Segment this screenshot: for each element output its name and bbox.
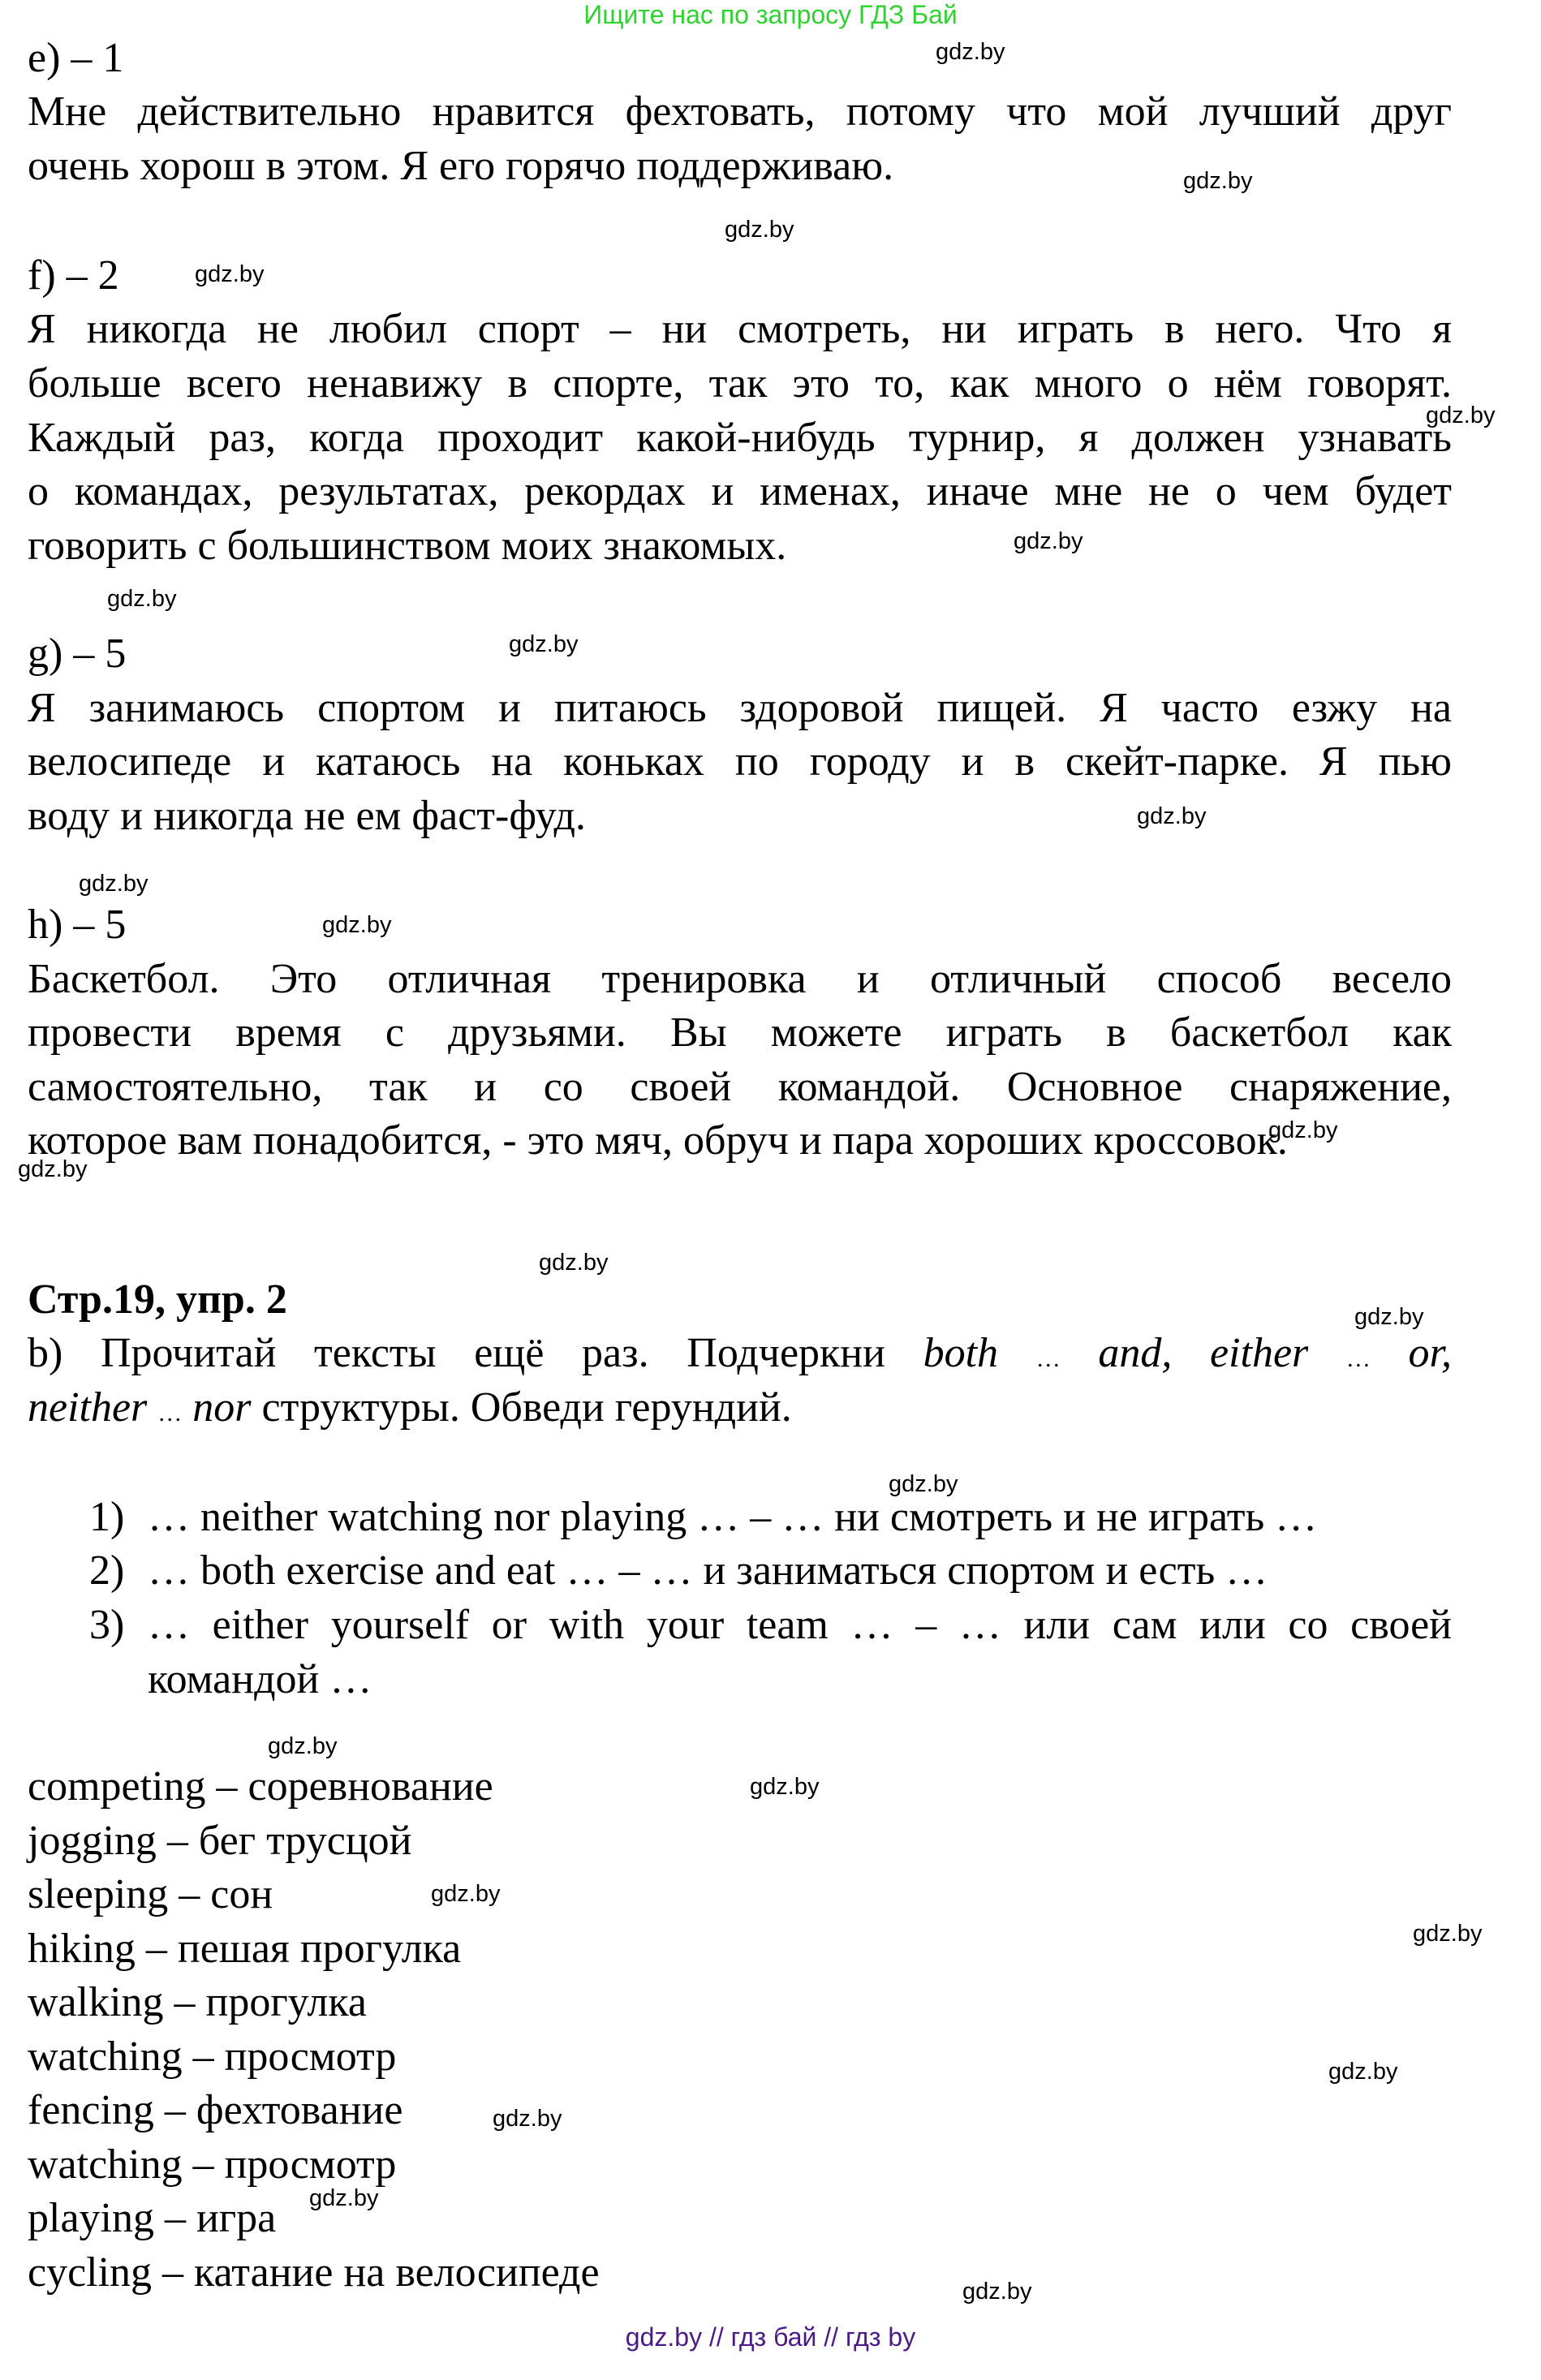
gerund-item: competing – соревнование: [28, 1763, 493, 1810]
gerund-item: watching – просмотр: [28, 2034, 397, 2080]
answer-2-number: 2): [89, 1547, 125, 1594]
watermark: gdz.by: [1354, 1304, 1424, 1330]
watermark: gdz.by: [79, 871, 149, 897]
section-e-label: e) – 1: [28, 35, 124, 81]
watermark: gdz.by: [1183, 168, 1253, 194]
watermark: gdz.by: [309, 2185, 379, 2211]
section-f-line-5: говорить с большинством моих знакомых.: [28, 523, 787, 569]
task-b-or: or,: [1408, 1330, 1453, 1376]
watermark: gdz.by: [107, 586, 177, 612]
section-h-label: h) – 5: [28, 902, 127, 948]
watermark: gdz.by: [1137, 803, 1207, 829]
watermark: gdz.by: [1268, 1117, 1338, 1143]
gerund-item: walking – прогулка: [28, 1979, 367, 2025]
task-b-dots-2: …: [1345, 1345, 1371, 1372]
watermark: gdz.by: [268, 1733, 338, 1759]
task-b-dots-1: …: [1035, 1345, 1061, 1372]
gerund-item: cycling – катание на велосипеде: [28, 2249, 600, 2296]
watermark: gdz.by: [750, 1774, 820, 1800]
answer-3-text: … either yourself or with your team … – … или сам или со своей: [148, 1602, 1452, 1648]
task-b-line-2: [28, 1384, 1452, 1438]
watermark: gdz.by: [322, 912, 392, 938]
task-b-neither: neither: [28, 1384, 148, 1431]
watermark: gdz.by: [889, 1471, 958, 1497]
section-e-line-1: Мне действительно нравится фехтовать, потому что мой лучший друг: [28, 88, 1452, 135]
section-h-line-2: провести время с друзьями. Вы можете играть в баскетбол как: [28, 1009, 1452, 1056]
watermark: gdz.by: [431, 1881, 501, 1907]
watermark: gdz.by: [962, 2279, 1032, 2305]
top-banner: Ищите нас по запросу ГДЗ Бай: [583, 0, 958, 29]
section-g-line-2: велосипеде и катаюсь на коньках по городу и в скейт-парке. Я пью: [28, 738, 1452, 785]
section-f-line-3: Каждый раз, когда проходит какой-нибудь турнир, я должен узнавать: [28, 415, 1452, 461]
bottom-banner: gdz.by // гдз бай // гдз by: [625, 2322, 916, 2352]
section-f-label: f) – 2: [28, 252, 119, 299]
task-b-both: both: [923, 1330, 999, 1376]
section-e-line-2: очень хорош в этом. Я его горячо поддерживаю.: [28, 143, 894, 189]
task-b-either: either: [1209, 1330, 1309, 1376]
section-g-label: g) – 5: [28, 631, 127, 677]
watermark: gdz.by: [936, 39, 1005, 65]
task-b-suffix: структуры. Обведи герундий.: [261, 1384, 792, 1431]
section-h-line-4: которое вам понадобится, - это мяч, обруч и пара хороших кроссовок.: [28, 1117, 1288, 1164]
task-b-nor: nor: [192, 1384, 252, 1431]
task-b-and: and,: [1098, 1330, 1173, 1376]
watermark: gdz.by: [195, 261, 265, 287]
answer-1-text: … neither watching nor playing … – … ни смотреть и не играть …: [148, 1494, 1318, 1540]
gerund-item: fencing – фехтование: [28, 2087, 403, 2133]
gerund-item: playing – игра: [28, 2195, 277, 2241]
section-f-line-4: о командах, результатах, рекордах и именах, иначе мне не о чем будет: [28, 468, 1452, 514]
watermark: gdz.by: [493, 2106, 562, 2132]
answer-3-number: 3): [89, 1602, 125, 1648]
watermark: gdz.by: [1426, 402, 1496, 428]
watermark: gdz.by: [539, 1250, 609, 1276]
gerund-item: jogging – бег трусцой: [28, 1818, 412, 1864]
watermark: gdz.by: [509, 631, 579, 657]
watermark: gdz.by: [725, 217, 794, 243]
section-h-line-3: самостоятельно, так и со своей командой. Основное снаряжение,: [28, 1064, 1452, 1110]
gerund-item: watching – просмотр: [28, 2141, 397, 2188]
section-f-line-2: больше всего ненавижу в спорте, так это то, как много о нём говорят.: [28, 360, 1452, 407]
section-f-line-1: Я никогда не любил спорт – ни смотреть, ни играть в него. Что я: [28, 306, 1452, 352]
watermark: gdz.by: [18, 1156, 88, 1182]
task-b-prefix: b) Прочитай тексты ещё раз. Подчеркни: [28, 1330, 885, 1376]
watermark: gdz.by: [1413, 1921, 1483, 1947]
answer-3-continuation: командой …: [148, 1656, 372, 1702]
task-b-dots-3: …: [157, 1400, 183, 1427]
answer-2-text: … both exercise and eat … – … и заниматься спортом и есть …: [148, 1547, 1268, 1594]
watermark: gdz.by: [1328, 2059, 1398, 2085]
section-g-line-3: воду и никогда не ем фаст-фуд.: [28, 793, 586, 839]
gerund-item: hiking – пешая прогулка: [28, 1926, 462, 1972]
exercise-heading: Стр.19, упр. 2: [28, 1276, 287, 1323]
gerund-item: sleeping – сон: [28, 1871, 273, 1917]
task-b-line-1: [28, 1329, 1452, 1384]
section-h-line-1: Баскетбол. Это отличная тренировка и отличный способ весело: [28, 956, 1452, 1002]
watermark: gdz.by: [1014, 528, 1083, 554]
section-g-line-1: Я занимаюсь спортом и питаюсь здоровой пищей. Я часто езжу на: [28, 685, 1452, 731]
answer-1-number: 1): [89, 1494, 125, 1540]
